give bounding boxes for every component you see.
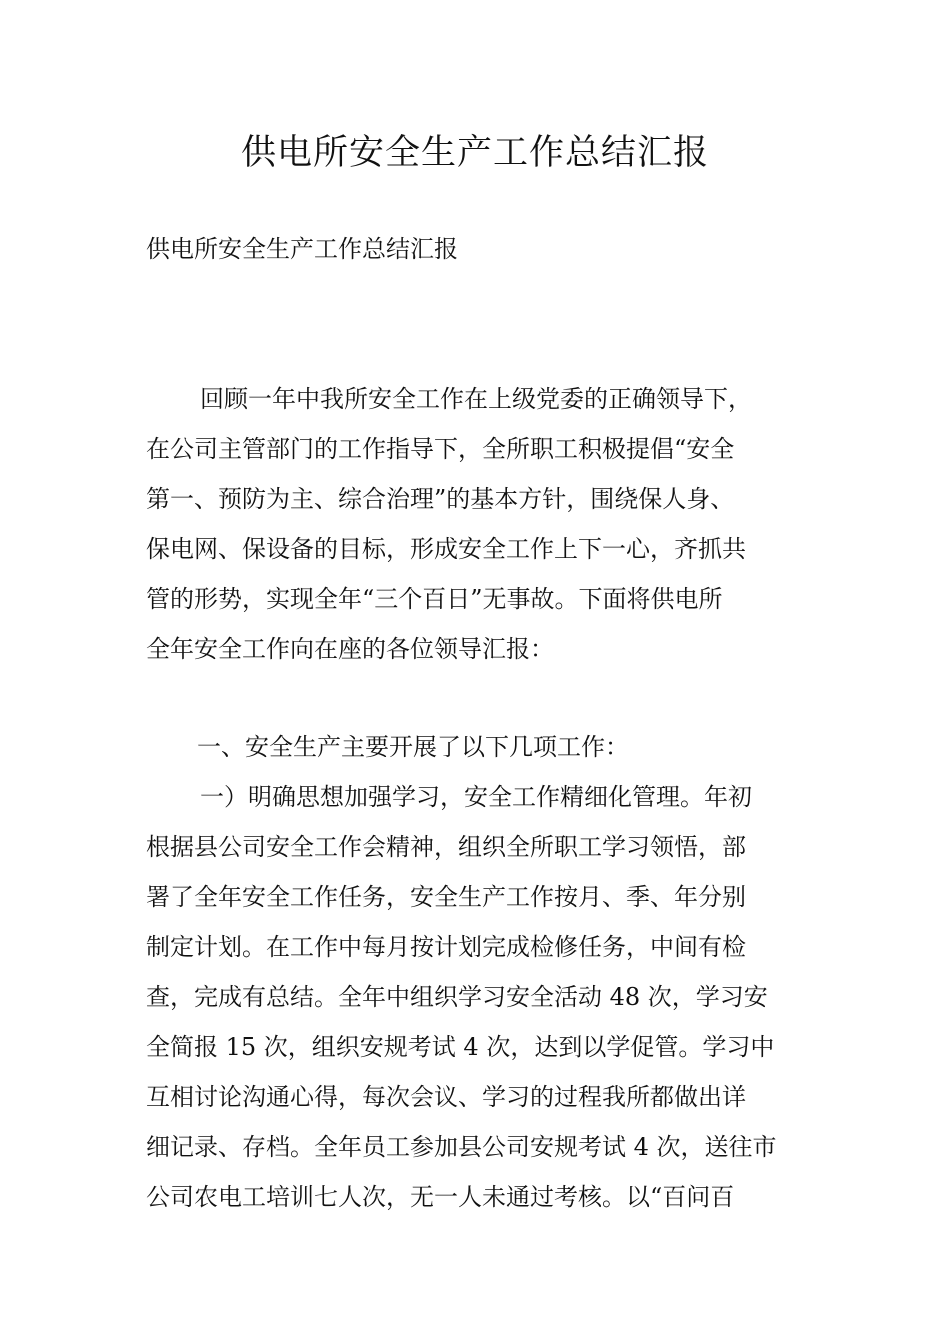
section-paragraph bbox=[146, 772, 806, 1222]
section-heading: 一、安全生产主要开展了以下几项工作： bbox=[197, 733, 629, 761]
paragraph-line: 查，完成有总结。全年中组织学习安全活动 48 次，学习安 bbox=[146, 983, 768, 1011]
paragraph-line: 管的形势，实现全年“三个百日”无事故。下面将供电所 bbox=[146, 585, 723, 613]
paragraph-line: 细记录、存档。全年员工参加县公司安规考试 4 次，送往市 bbox=[146, 1133, 777, 1161]
paragraph-line: 制定计划。在工作中每月按计划完成检修任务，中间有检 bbox=[146, 933, 746, 961]
paragraph-line: 公司农电工培训七人次，无一人未通过考核。以“百问百 bbox=[146, 1183, 735, 1211]
intro-paragraph bbox=[146, 374, 806, 674]
document-title: 供电所安全生产工作总结汇报 bbox=[240, 133, 709, 173]
paragraph-line: 全简报 15 次，组织安规考试 4 次，达到以学促管。学习中 bbox=[146, 1033, 775, 1061]
paragraph-line: 回顾一年中我所安全工作在上级党委的正确领导下， bbox=[200, 385, 752, 413]
paragraph-line: 在公司主管部门的工作指导下，全所职工积极提倡“安全 bbox=[146, 435, 735, 463]
document-subtitle: 供电所安全生产工作总结汇报 bbox=[146, 235, 458, 263]
paragraph-line: 一）明确思想加强学习，安全工作精细化管理。年初 bbox=[200, 783, 752, 811]
paragraph-line: 根据县公司安全工作会精神，组织全所职工学习领悟，部 bbox=[146, 833, 746, 861]
paragraph-line: 全年安全工作向在座的各位领导汇报： bbox=[146, 635, 554, 663]
paragraph-line: 保电网、保设备的目标，形成安全工作上下一心，齐抓共 bbox=[146, 535, 746, 563]
paragraph-line: 署了全年安全工作任务，安全生产工作按月、季、年分别 bbox=[146, 883, 746, 911]
paragraph-line: 第一、预防为主、综合治理”的基本方针，围绕保人身、 bbox=[146, 485, 735, 513]
paragraph-line: 互相讨论沟通心得，每次会议、学习的过程我所都做出详 bbox=[146, 1083, 746, 1111]
